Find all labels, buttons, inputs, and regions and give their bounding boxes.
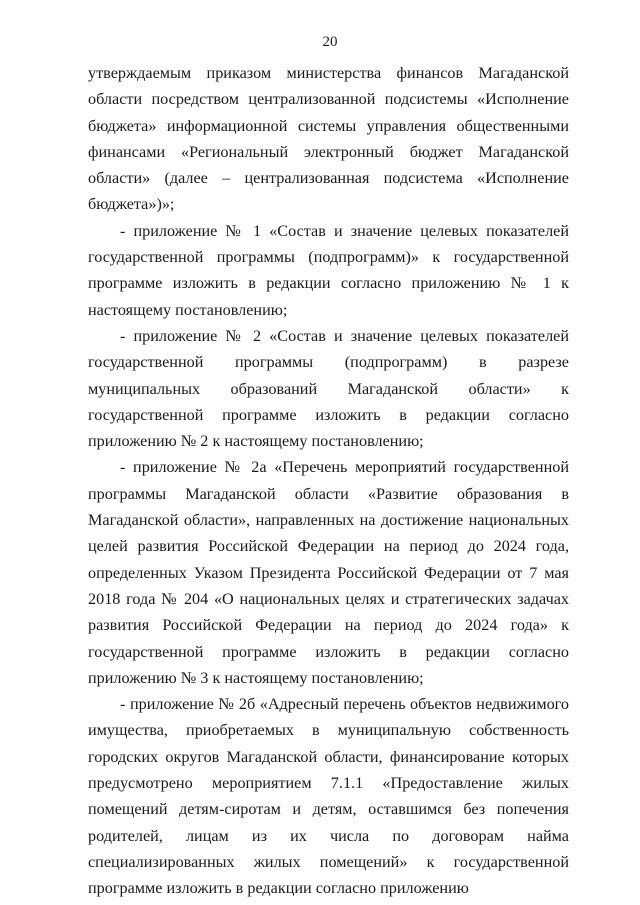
paragraph-appendix-2a: - приложение № 2а «Перечень мероприятий государственной программы Магаданской области «Развитие образования в Магаданской области», направленных на достижение национальных целей развития Российской Федерации на период до 2024 года, определенных Указом Президента Российской Федерации от 7 мая 2018 года № 204 «О национальных целях и стратегических задачах развития Российской Федерации на период до 2024 года» к государственной программе изложить в редакции согласно приложению № 3 к настоящему постановлению;	[88, 458, 569, 687]
page-number: 20	[322, 34, 338, 50]
paragraph-appendix-2b: - приложение № 2б «Адресный перечень объектов недвижимого имущества, приобретаемых в муниципальную собственность городских округов Магаданской области, финансирование которых предусмотрено мероприятием 7.1.1 «Предоставление жилых помещений детям-сиротам и детям, оставшимся без попечения родителей, лицам из их числа по договорам найма специализированных жилых помещений» к государственной программе изложить в редакции согласно приложению	[88, 695, 569, 898]
paragraph-appendix-1: - приложение № 1 «Состав и значение целевых показателей государственной программы (подпрограмм)» к государственной программе изложить в редакции согласно приложению № 1 к настоящему постановлению;	[88, 221, 569, 319]
document-body	[88, 60, 569, 902]
paragraph-appendix-2: - приложение № 2 «Состав и значение целевых показателей государственной программы (подпрограмм) в разрезе муниципальных образований Магаданской области» к государственной программе изложить в редакции согласно приложению № 2 к настоящему постановлению;	[88, 326, 569, 451]
paragraph-continuation: утверждаемым приказом министерства финансов Магаданской области посредством централизованной подсистемы «Исполнение бюджета» информационной системы управления общественными финансами «Региональный электронный бюджет Магаданской области» (далее – централизованная подсистема «Исполнение бюджета»)»;	[88, 64, 569, 214]
